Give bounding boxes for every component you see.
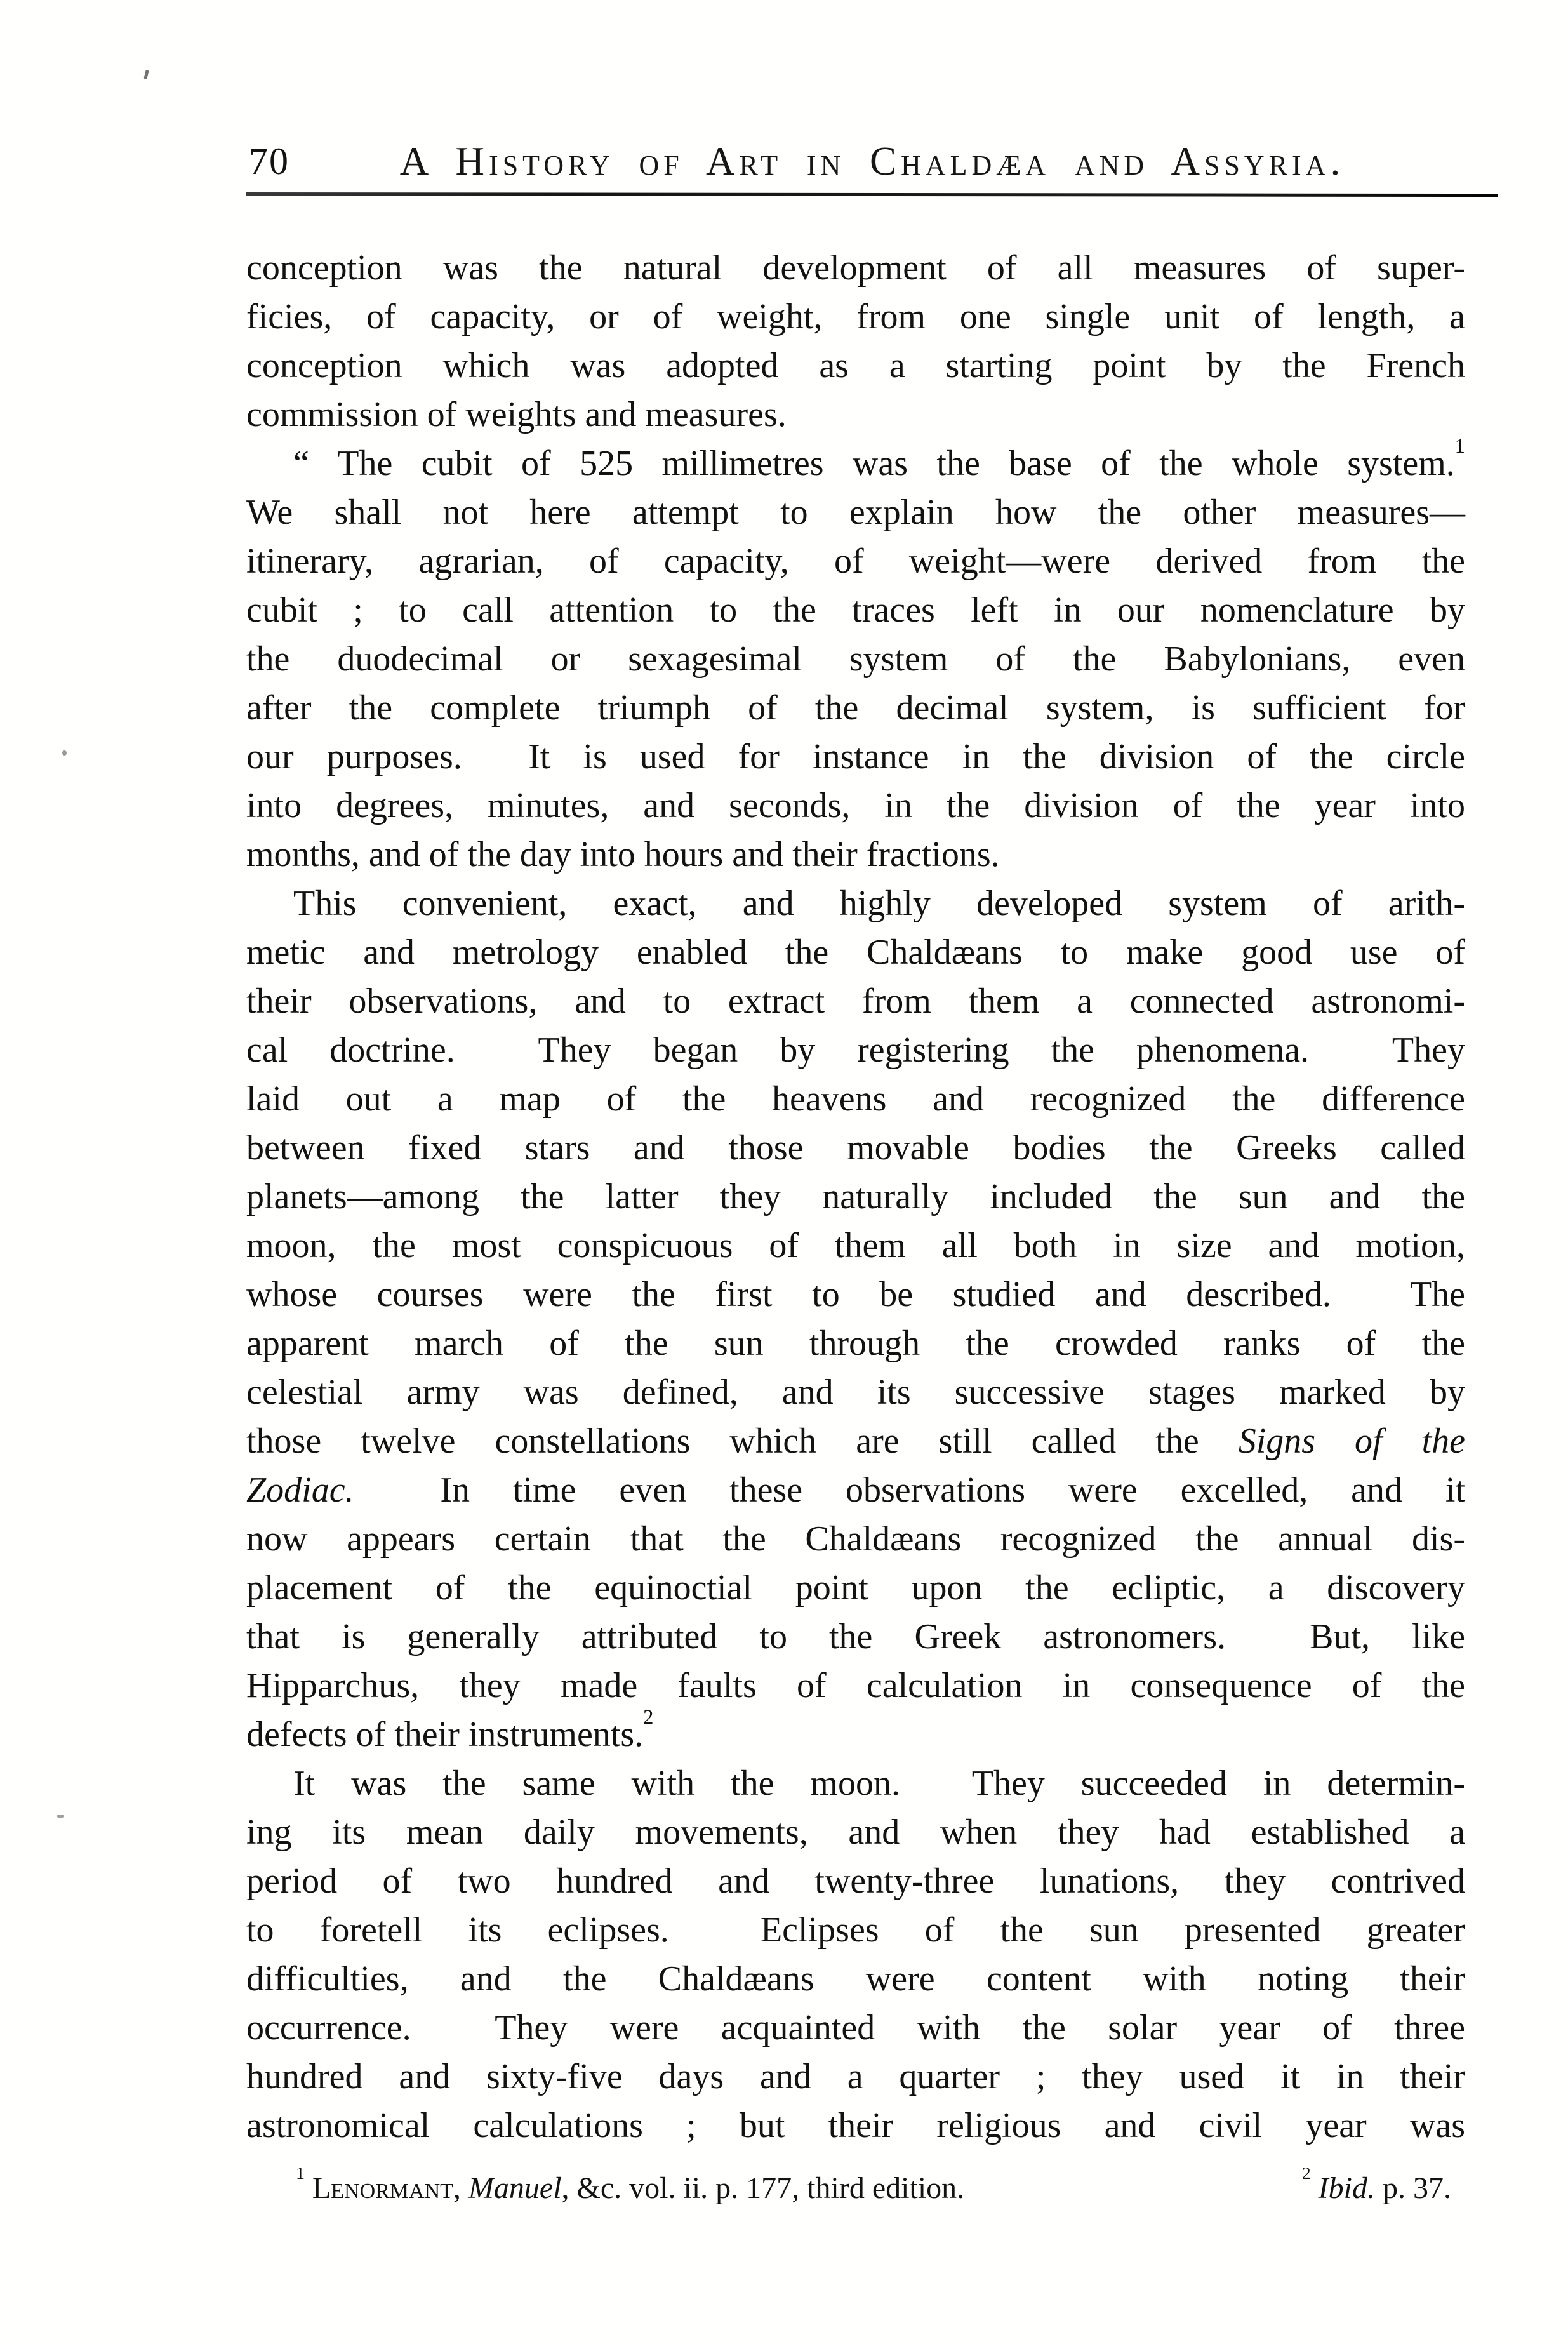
text-line bbox=[246, 342, 1465, 390]
text-line bbox=[246, 293, 1465, 342]
footnote-marker: 1 bbox=[296, 2163, 305, 2183]
text-line bbox=[246, 488, 1465, 537]
text-run: , &c. vol. ii. p. 177, third edition. bbox=[561, 2171, 965, 2205]
text-run: apparent march of the sun through the crowded ranks of the bbox=[246, 1324, 1465, 1363]
text-line bbox=[246, 928, 1465, 977]
text-line bbox=[246, 1661, 1465, 1710]
footnote-1 bbox=[296, 2163, 965, 2211]
text-run: hundred and sixty-five days and a quarter ; they used it in their bbox=[246, 2057, 1465, 2096]
running-title: A History of Art in Chaldæa and Assyria. bbox=[399, 139, 1345, 183]
text-run: “ The cubit of 525 millimetres was the base of the whole system. bbox=[293, 444, 1455, 483]
text-line bbox=[246, 1417, 1465, 1466]
text-run: Lenormant bbox=[312, 2171, 453, 2205]
text-run: our purposes. It is used for instance in the division of the circle bbox=[246, 737, 1465, 776]
text-line bbox=[246, 2053, 1465, 2101]
text-run: their observations, and to extract from them a connected astronomi- bbox=[246, 982, 1465, 1021]
text-run: now appears certain that the Chaldæans recognized the annual dis- bbox=[246, 1519, 1465, 1559]
text-run: ing its mean daily movements, and when they had established a bbox=[246, 1813, 1465, 1852]
text-run: metic and metrology enabled the Chaldæans to make good use of bbox=[246, 933, 1465, 972]
text-line bbox=[246, 1075, 1465, 1124]
scan-speck bbox=[62, 750, 67, 756]
text-run: moon, the most conspicuous of them all both in size and motion, bbox=[246, 1226, 1465, 1265]
text-run: Zodiac. bbox=[246, 1470, 354, 1510]
text-run: the duodecimal or sexagesimal system of the Babylonians, even bbox=[246, 639, 1465, 679]
text-run: laid out a map of the heavens and recognized the difference bbox=[246, 1079, 1465, 1119]
text-line bbox=[246, 684, 1465, 733]
text-run: that is generally attributed to the Greek astronomers. But, like bbox=[246, 1617, 1465, 1656]
text-run: into degrees, minutes, and seconds, in the division of the year into bbox=[246, 786, 1465, 825]
text-line bbox=[246, 390, 1465, 439]
text-run: months, and of the day into hours and their fractions. bbox=[246, 835, 1000, 874]
text-line bbox=[246, 1515, 1465, 1564]
text-line bbox=[246, 1613, 1465, 1661]
footnote-marker: 2 bbox=[1301, 2163, 1311, 2183]
text-line bbox=[246, 1270, 1465, 1319]
text-run: celestial army was defined, and its successive stages marked by bbox=[246, 1373, 1465, 1412]
text-run: difficulties, and the Chaldæans were content with noting their bbox=[246, 1959, 1465, 1999]
text-run: defects of their instruments. bbox=[246, 1715, 644, 1754]
text-line bbox=[246, 879, 1465, 928]
footnote-2 bbox=[1301, 2163, 1451, 2211]
text-run: Hipparchus, they made faults of calculation in consequence of the bbox=[246, 1666, 1465, 1705]
text-run: commission of weights and measures. bbox=[246, 395, 787, 434]
text-line bbox=[246, 2101, 1465, 2150]
text-line bbox=[246, 1564, 1465, 1613]
text-run: , bbox=[453, 2171, 468, 2205]
text-line bbox=[246, 434, 1465, 488]
text-line bbox=[246, 1955, 1465, 2004]
text-line bbox=[246, 1173, 1465, 1222]
text-line bbox=[246, 244, 1465, 293]
text-run: This convenient, exact, and highly developed system of arith- bbox=[293, 884, 1465, 923]
text-line bbox=[246, 1222, 1465, 1270]
text-line bbox=[246, 1124, 1465, 1173]
text-run: p. 37. bbox=[1375, 2171, 1451, 2205]
text-run: occurrence. They were acquainted with the solar year of three bbox=[246, 2008, 1465, 2048]
scan-speck bbox=[143, 70, 149, 80]
footnotes bbox=[246, 2163, 1465, 2211]
text-line bbox=[246, 1906, 1465, 1955]
text-run: astronomical calculations ; but their religious and civil year was bbox=[246, 2106, 1465, 2145]
text-line bbox=[246, 635, 1465, 684]
text-run: Manuel bbox=[468, 2171, 562, 2205]
text-line bbox=[246, 733, 1465, 782]
text-run: It was the same with the moon. They succeeded in determin- bbox=[293, 1764, 1465, 1803]
text-run: to foretell its eclipses. Eclipses of the sun presented greater bbox=[246, 1910, 1465, 1950]
text-line bbox=[246, 2004, 1465, 2053]
scan-speck bbox=[57, 1815, 64, 1818]
text-run: We shall not here attempt to explain how the other measures— bbox=[246, 493, 1465, 532]
text-line bbox=[246, 537, 1465, 586]
text-line bbox=[246, 1759, 1465, 1808]
text-line bbox=[246, 1026, 1465, 1075]
footnote-marker: 1 bbox=[1454, 434, 1465, 458]
header-rule bbox=[246, 192, 1498, 197]
text-line bbox=[246, 830, 1465, 879]
text-line bbox=[246, 977, 1465, 1026]
text-line bbox=[246, 1319, 1465, 1368]
text-run: ficies, of capacity, or of weight, from one single unit of length, a bbox=[246, 297, 1465, 336]
text-line bbox=[246, 1808, 1465, 1857]
text-run: In time even these observations were excelled, and it bbox=[354, 1470, 1465, 1510]
text-run: conception was the natural development of all measures of super- bbox=[246, 248, 1465, 288]
text-run: cal doctrine. They began by registering the phenomena. They bbox=[246, 1030, 1465, 1070]
text-run: cubit ; to call attention to the traces left in our nomenclature by bbox=[246, 590, 1465, 630]
page-header bbox=[248, 135, 1497, 188]
text-run: those twelve constellations which are still called the bbox=[246, 1422, 1239, 1461]
text-run: after the complete triumph of the decimal system, is sufficient for bbox=[246, 688, 1465, 728]
text-run: Signs of the bbox=[1238, 1422, 1465, 1461]
text-line bbox=[246, 1705, 1465, 1759]
text-line bbox=[246, 586, 1465, 635]
text-line bbox=[246, 1368, 1465, 1417]
page-number: 70 bbox=[249, 140, 289, 182]
text-run: Ibid. bbox=[1318, 2171, 1375, 2205]
text-run: between fixed stars and those movable bodies the Greeks called bbox=[246, 1128, 1465, 1168]
text-run: placement of the equinoctial point upon the ecliptic, a discovery bbox=[246, 1568, 1465, 1608]
text-line bbox=[246, 1857, 1465, 1906]
text-run: planets—among the latter they naturally included the sun and the bbox=[246, 1177, 1465, 1216]
text-run: itinerary, agrarian, of capacity, of weight—were derived from the bbox=[246, 542, 1465, 581]
text-run: conception which was adopted as a starting point by the French bbox=[246, 346, 1465, 385]
page-body bbox=[246, 244, 1465, 2150]
text-run: period of two hundred and twenty-three lunations, they contrived bbox=[246, 1861, 1465, 1901]
text-run: whose courses were the first to be studied and described. The bbox=[246, 1275, 1465, 1314]
text-line bbox=[246, 1466, 1465, 1515]
text-line bbox=[246, 782, 1465, 830]
footnote-marker: 2 bbox=[643, 1705, 654, 1729]
